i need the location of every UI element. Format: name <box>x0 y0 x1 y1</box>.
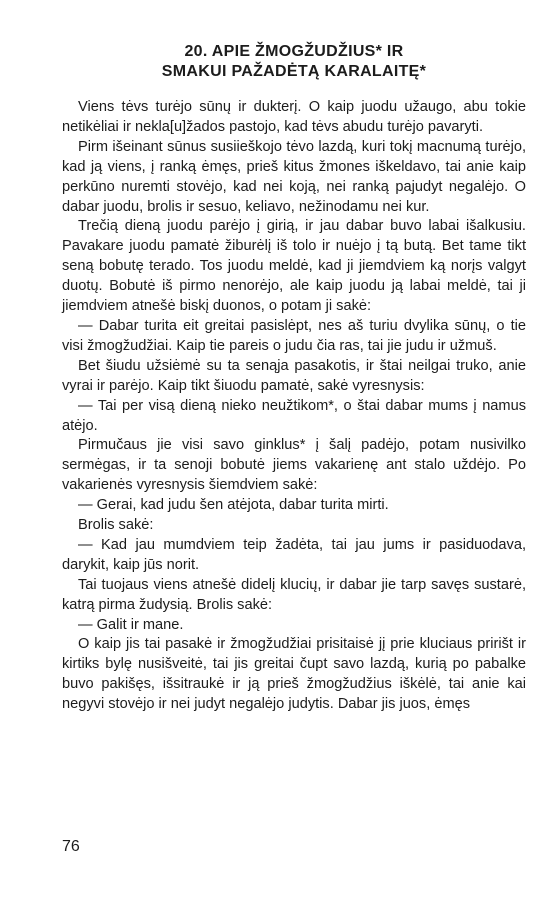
chapter-title-line-1: 20. APIE ŽMOGŽUDŽIUS* IR <box>184 43 404 60</box>
chapter-title-line-2: SMAKUI PAŽADĖTĄ KARALAITĘ* <box>161 63 427 80</box>
paragraph: O kaip jis tai pasakė ir žmogžudžiai prisitaisė jį prie kluciaus pririšt ir kirtiks bylę nusišveitė, tai jis greitai čupt savo lazdą, kurią po pabalke buvo pakišęs, išsitraukė ir ją prieš žmogžudžius iškėlė, tai anie kai negyvi stovėjo ir nei judyt negalėjo judytis. Dabar jis juos, ėmęs <box>62 636 526 713</box>
paragraph: Bet šiudu užsiėmė su ta senąja pasakotis, ir štai neilgai truko, anie vyrai ir parėjo. Kaip tikt šiuodu pamatė, sakė vyresnysis: <box>62 357 526 394</box>
paragraph: Trečią dieną juodu parėjo į girią, ir jau dabar buvo labai išalkusiu. Pavakare juodu pamatė žiburėlį iš tolo ir nuėjo į tą butą. Bet tame tikt seną bobutę terado. Tos juodu meldė, kad ji jiemdviem ką norįs valgyt duotų. Bobutė iš pirmo nenorėjo, ale kaip juodu ją labai meldė, tai ji jiemdviem atnešė biskį duonos, o potam ji sakė: <box>62 218 526 315</box>
paragraph: — Kad jau mumdviem teip žadėta, tai jau jums ir pasiduodava, darykit, kaip jūs norit. <box>62 536 526 573</box>
paragraph: — Dabar turita eit greitai pasislėpt, nes aš turiu dvylika sūnų, o tie visi žmogžudžiai. Kaip tie pareis o judu čia ras, tai jie judu ir užmuš. <box>62 317 526 354</box>
paragraph: — Galit ir mane. <box>78 616 184 633</box>
paragraph: Viens tėvs turėjo sūnų ir dukterį. O kaip juodu užaugo, abu tokie netikėliai ir nekla[u]žados pastojo, kad tėvs abudu turėjo pavaryti. <box>62 99 526 135</box>
paragraph: Brolis sakė: <box>78 517 154 534</box>
paragraph: Pirm išeinant sūnus susiieškojo tėvo lazdą, kuri tokį macnumą turėjo, kad ją viens, į ranką ėmęs, prieš kitus žmones iškeldavo, tai anie kaip perkūno nuremti stovėjo, kad nei koją, nei ranką pajudyt negalėjo. O dabar juodu, brolis ir sesuo, keliavo, nežinodamu nei kur. <box>62 138 526 215</box>
paragraph: Tai tuojaus viens atnešė didelį klucių, ir dabar jie tarp savęs sustarė, katrą pirma žudysią. Brolis sakė: <box>62 576 526 613</box>
paragraph: — Gerai, kad judu šen atėjota, dabar turita mirti. <box>78 497 389 514</box>
paragraph: Pirmučaus jie visi savo ginklus* į šalį padėjo, potam nusivilko sermėgas, ir ta senoji bobutė jiems vakarienę ant stalo uždėjo. Po vakarienės vyresnysis šiemdviem sakė: <box>62 437 526 494</box>
page-number: 76 <box>62 838 80 855</box>
chapter-title <box>62 42 526 82</box>
paragraph: — Tai per visą dieną nieko neužtikom*, o štai dabar mums į namus atėjo. <box>62 397 526 434</box>
story-text <box>62 98 526 715</box>
